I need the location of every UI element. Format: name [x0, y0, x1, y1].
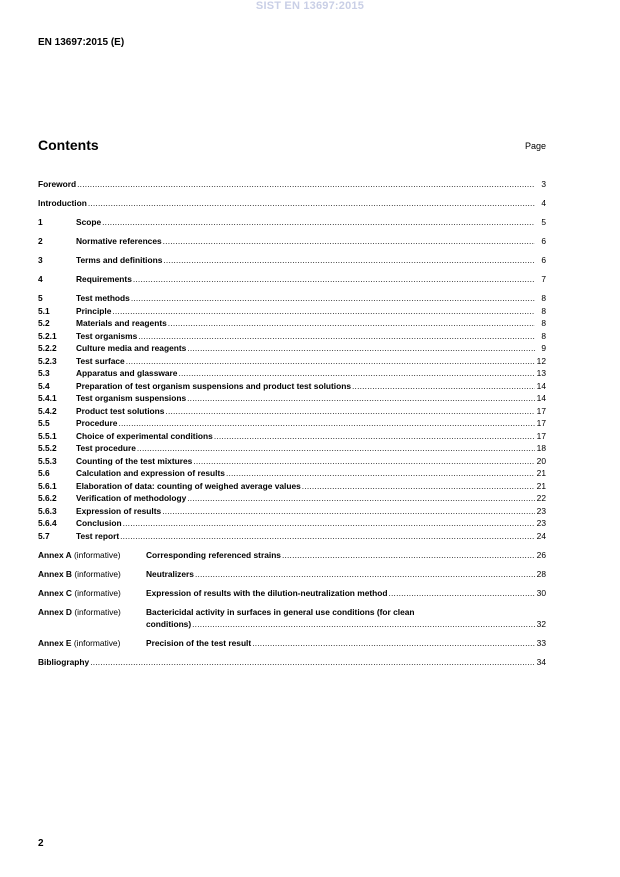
toc-page: 17: [536, 430, 546, 441]
toc-number: 5.2: [38, 318, 50, 328]
toc-page: 7: [541, 274, 546, 284]
toc-title: Preparation of test organism suspensions and product test solutions: [76, 380, 352, 391]
contents-heading: Contents: [38, 137, 99, 153]
leader-dots: [302, 480, 535, 493]
toc-number: 5.5.2: [38, 443, 57, 453]
toc-entry[interactable]: [38, 392, 546, 405]
document-id: EN 13697:2015 (E): [38, 37, 125, 48]
toc-number: 5.5: [38, 418, 50, 428]
toc-number: 5.6.1: [38, 480, 57, 491]
toc-page: 14: [536, 380, 546, 391]
toc-title: Counting of the test mixtures: [76, 455, 193, 466]
leader-dots: [138, 330, 535, 343]
toc-title: Foreword: [38, 179, 77, 189]
leader-dots: [192, 618, 535, 631]
leader-dots: [193, 455, 535, 468]
leader-dots: [168, 317, 535, 330]
toc-number: 5.4: [38, 380, 50, 391]
annex-d-line-2: [38, 618, 546, 631]
leader-dots: [88, 197, 535, 210]
leader-dots: [165, 405, 535, 418]
toc-title: Conclusion: [76, 518, 122, 528]
annex-d-line-1: [38, 606, 546, 619]
table-of-contents: [38, 178, 546, 669]
toc-entry[interactable]: [38, 380, 546, 393]
toc-entry[interactable]: [38, 455, 546, 468]
toc-title: Test report: [76, 530, 120, 541]
toc-title-cont: conditions): [146, 619, 192, 629]
annex-letter: Annex C: [38, 587, 72, 598]
toc-page: 6: [541, 236, 546, 246]
toc-page: 32: [536, 619, 546, 629]
annex-letter: Annex B: [38, 568, 72, 579]
toc-number: 2: [38, 236, 43, 246]
leader-dots: [77, 178, 535, 191]
toc-entry[interactable]: [38, 292, 546, 305]
toc-entry[interactable]: [38, 492, 546, 505]
toc-page: 4: [541, 198, 546, 208]
toc-number: 5.2.1: [38, 330, 57, 341]
toc-entry[interactable]: [38, 505, 546, 518]
toc-title: Culture media and reagents: [76, 343, 187, 353]
toc-title: Principle: [76, 305, 112, 316]
toc-entry[interactable]: [38, 405, 546, 418]
toc-title: Requirements: [76, 274, 132, 284]
toc-page: 13: [536, 368, 546, 378]
toc-annex-c[interactable]: [38, 587, 546, 600]
toc-title: Neutralizers: [146, 568, 194, 579]
toc-entry-foreword[interactable]: [38, 178, 546, 191]
toc-entry[interactable]: [38, 216, 546, 229]
toc-page: 21: [536, 480, 546, 491]
toc-number: 5.5.3: [38, 455, 57, 466]
toc-title: Apparatus and glassware: [76, 368, 178, 378]
annex-letter: Annex D: [38, 606, 72, 617]
toc-title: Introduction: [38, 198, 87, 208]
leader-dots: [187, 392, 535, 405]
leader-dots: [252, 637, 535, 650]
page-column-label: Page: [524, 141, 546, 151]
annex-kind: (informative): [74, 606, 121, 617]
leader-dots: [389, 587, 536, 600]
annex-label: [38, 637, 146, 650]
toc-title: Elaboration of data: counting of weighed average values: [76, 480, 301, 491]
toc-number: 5: [38, 293, 43, 303]
toc-page: 24: [536, 530, 546, 541]
toc-number: 5.6.4: [38, 518, 57, 528]
toc-annex-a[interactable]: [38, 549, 546, 562]
toc-title: Materials and reagents: [76, 318, 167, 328]
toc-page: 21: [536, 468, 546, 478]
toc-entry[interactable]: [38, 317, 546, 330]
toc-page: 22: [536, 493, 546, 503]
toc-entry[interactable]: [38, 530, 546, 543]
toc-title: Normative references: [76, 236, 162, 246]
toc-entry[interactable]: [38, 355, 546, 368]
leader-dots: [187, 492, 535, 505]
toc-title: Test organism suspensions: [76, 393, 187, 403]
leader-dots: [137, 442, 535, 455]
toc-entry[interactable]: [38, 273, 546, 286]
toc-number: 5.2.2: [38, 343, 57, 353]
toc-page: 23: [536, 518, 546, 528]
toc-number: 5.1: [38, 305, 50, 316]
toc-entry[interactable]: [38, 254, 546, 267]
toc-entry[interactable]: [38, 367, 546, 380]
toc-page: 3: [541, 179, 546, 189]
leader-dots: [120, 530, 535, 543]
toc-annex-d[interactable]: [38, 606, 546, 631]
annex-label: [38, 587, 146, 600]
toc-page: 8: [541, 305, 546, 316]
toc-title: Scope: [76, 217, 102, 227]
toc-annex-e[interactable]: [38, 637, 546, 650]
toc-title: Test surface: [76, 355, 125, 366]
leader-dots: [163, 235, 535, 248]
toc-page: 6: [541, 255, 546, 265]
toc-entry[interactable]: [38, 467, 546, 480]
annex-kind: (informative): [73, 638, 121, 648]
toc-page: 20: [536, 455, 546, 466]
toc-number: 4: [38, 274, 43, 284]
toc-page: 8: [541, 330, 546, 341]
toc-entry[interactable]: [38, 442, 546, 455]
toc-page: 8: [541, 293, 546, 303]
toc-title: Bactericidal activity in surfaces in general use conditions (for clean: [146, 606, 415, 617]
toc-title: Product test solutions: [76, 405, 165, 416]
leader-dots: [187, 342, 535, 355]
toc-title: Expression of results with the dilution-neutralization method: [146, 587, 388, 598]
toc-number: 5.4.2: [38, 405, 57, 416]
annex-kind: (informative): [74, 568, 121, 579]
toc-entry[interactable]: [38, 517, 546, 530]
toc-page: 17: [536, 405, 546, 416]
leader-dots: [102, 216, 535, 229]
toc-title: Test organisms: [76, 330, 138, 341]
toc-title: Precision of the test result: [146, 638, 252, 648]
toc-entry[interactable]: [38, 330, 546, 343]
toc-page: 14: [536, 393, 546, 403]
toc-title: Choice of experimental conditions: [76, 430, 213, 441]
toc-page: 12: [536, 355, 546, 366]
toc-page: 8: [541, 318, 546, 328]
leader-dots: [352, 380, 535, 393]
toc-title: Procedure: [76, 418, 118, 428]
toc-page: 26: [536, 549, 546, 560]
annex-label: [38, 549, 146, 562]
leader-dots: [90, 656, 535, 669]
annex-label: [38, 568, 146, 581]
leader-dots: [123, 517, 535, 530]
page-number: 2: [38, 838, 44, 849]
toc-page: 30: [536, 587, 546, 598]
toc-entry[interactable]: [38, 235, 546, 248]
toc-number: 5.5.1: [38, 430, 57, 441]
toc-number: 5.6.3: [38, 505, 57, 516]
leader-dots: [214, 430, 535, 443]
leader-dots: [118, 417, 535, 430]
toc-title: Test methods: [76, 293, 130, 303]
annex-label: [38, 606, 146, 619]
leader-dots: [131, 292, 535, 305]
toc-number: 5.4.1: [38, 393, 57, 403]
toc-annex-b[interactable]: [38, 568, 546, 581]
toc-title: Test procedure: [76, 443, 136, 453]
toc-number: 5.7: [38, 530, 50, 541]
toc-page: 18: [536, 443, 546, 453]
toc-entry-bibliography[interactable]: [38, 656, 546, 669]
leader-dots: [195, 568, 535, 581]
toc-title: Bibliography: [38, 657, 90, 667]
leader-dots: [112, 305, 535, 318]
annex-kind: (informative): [74, 587, 121, 598]
leader-dots: [226, 467, 535, 480]
annex-letter: Annex E: [38, 638, 72, 648]
toc-page: 28: [536, 568, 546, 579]
toc-entry[interactable]: [38, 480, 546, 493]
toc-title: Expression of results: [76, 505, 162, 516]
toc-entry[interactable]: [38, 430, 546, 443]
leader-dots: [282, 549, 535, 562]
toc-entry-introduction[interactable]: [38, 197, 546, 210]
toc-number: 5.6.2: [38, 493, 57, 503]
annex-letter: Annex A: [38, 549, 72, 560]
toc-entry[interactable]: [38, 417, 546, 430]
toc-number: 3: [38, 255, 43, 265]
toc-number: 5.3: [38, 368, 50, 378]
leader-dots: [178, 367, 535, 380]
leader-dots: [163, 254, 535, 267]
toc-number: 5.2.3: [38, 355, 57, 366]
leader-dots: [133, 273, 535, 286]
toc-title: Corresponding referenced strains: [146, 549, 281, 560]
toc-number: 5.6: [38, 468, 50, 478]
toc-page: 9: [541, 343, 546, 353]
toc-page: 5: [541, 217, 546, 227]
toc-entry[interactable]: [38, 305, 546, 318]
watermark-text: SIST EN 13697:2015: [255, 0, 365, 12]
leader-dots: [126, 355, 535, 368]
toc-title: Calculation and expression of results: [76, 468, 225, 478]
toc-page: 23: [536, 505, 546, 516]
toc-title: Terms and definitions: [76, 255, 163, 265]
toc-page: 34: [536, 657, 546, 667]
toc-number: 1: [38, 217, 43, 227]
toc-title: Verification of methodology: [76, 493, 187, 503]
toc-page: 33: [536, 638, 546, 648]
leader-dots: [162, 505, 535, 518]
toc-page: 17: [536, 418, 546, 428]
annex-kind: (informative): [74, 549, 121, 560]
toc-entry[interactable]: [38, 342, 546, 355]
